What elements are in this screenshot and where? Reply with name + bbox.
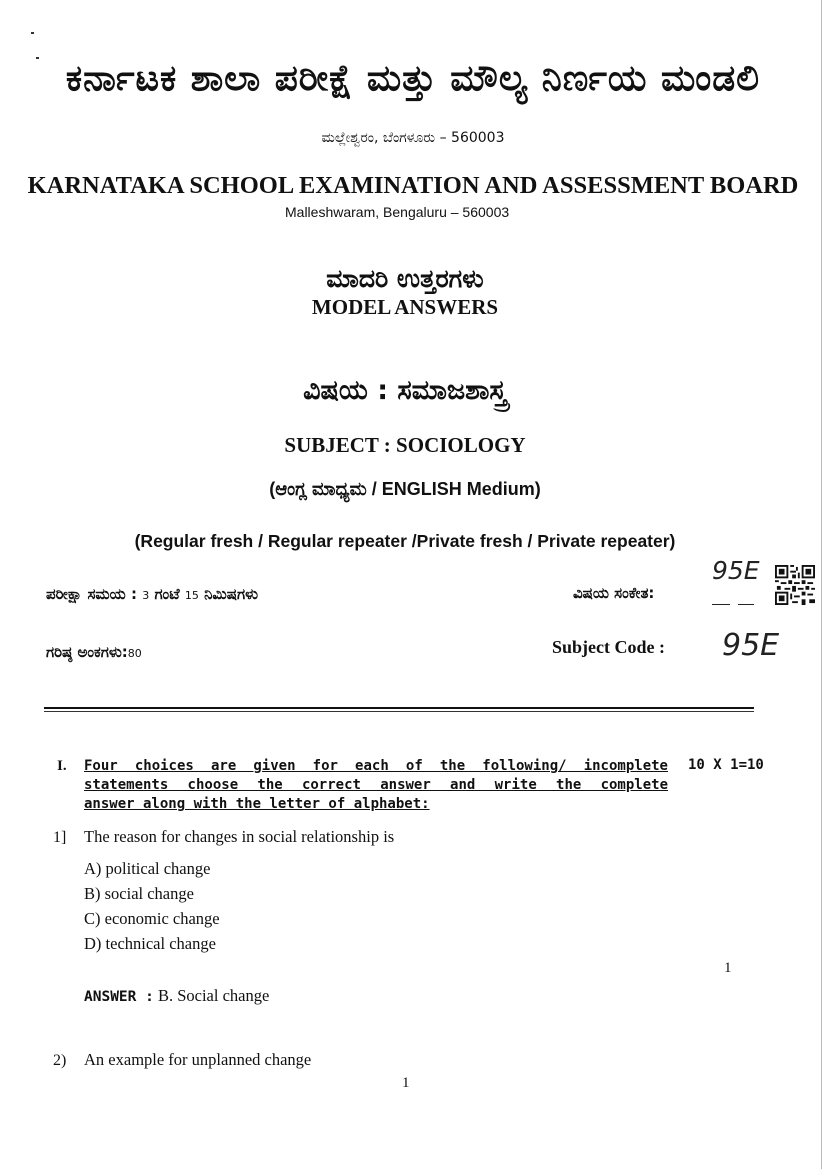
scan-speck <box>31 32 34 34</box>
marks-scheme: 10 X 1=10 <box>688 757 764 773</box>
handwritten-subject-code: 95E <box>722 628 780 663</box>
subject-code-label-english: Subject Code : <box>552 637 665 657</box>
subject-english: SUBJECT : SOCIOLOGY <box>284 433 526 457</box>
board-name-kannada: ಕರ್ನಾಟಕ ಶಾಲಾ ಪರೀಕ್ಷೆ ಮತ್ತು ಮೌಲ್ಯ ನಿರ್ಣಯ ಮಂಡಲಿ <box>65 58 761 99</box>
answer-label: ANSWER : <box>84 989 154 1005</box>
answer-text: B. Social change <box>157 986 270 1005</box>
board-name-english: KARNATAKA SCHOOL EXAMINATION AND ASSESSMENT BOARD <box>27 172 799 199</box>
exam-time-minutes-label: ನಿಮಿಷಗಳು <box>204 585 259 603</box>
handwritten-subject-code: 95E <box>712 556 760 585</box>
page-number: 1 <box>402 1075 410 1091</box>
model-answers-english: MODEL ANSWERS <box>311 295 499 319</box>
option-d: D) technical change <box>84 934 216 953</box>
max-marks-value: 80 <box>127 647 142 660</box>
question-text: An example for unplanned change <box>84 1050 312 1069</box>
answer <box>84 986 269 1006</box>
board-address-kannada: ಮಲ್ಲೇಶ್ವರಂ, ಬೆಂಗಳೂರು – 560003 <box>321 130 505 146</box>
qr-code-icon <box>775 564 815 606</box>
divider <box>44 711 754 712</box>
divider <box>44 707 754 709</box>
exam-time-hours: 3 <box>142 589 150 602</box>
instruction-line: answer along with the letter of alphabet: <box>84 796 430 812</box>
board-address-english: Malleshwaram, Bengaluru – 560003 <box>285 204 510 220</box>
option-b: B) social change <box>84 884 194 903</box>
underline-dash <box>712 604 730 605</box>
candidate-types: (Regular fresh / Regular repeater /Private fresh / Private repeater) <box>134 531 676 551</box>
max-marks-label: ಗರಿಷ್ಠ ಅಂಕಗಳು: <box>46 643 128 661</box>
option-a: A) political change <box>84 859 211 878</box>
exam-time-hours-label: ಗಂಟೆ <box>154 585 180 603</box>
exam-time <box>46 585 258 603</box>
subject-kannada: ವಿಷಯ : ಸಮಾಜಶಾಸ್ತ್ರ <box>303 375 507 406</box>
underline-dash <box>738 604 754 605</box>
question-number: 2) <box>53 1052 67 1069</box>
section-number: I. <box>57 758 67 774</box>
question-number: 1] <box>53 829 67 846</box>
section-instructions <box>84 757 668 814</box>
subject-code-label-kannada: ವಿಷಯ ಸಂಕೇತ: <box>573 584 655 602</box>
question-marks: 1 <box>724 960 732 976</box>
medium-line: (ಆಂಗ್ಲ ಮಾಧ್ಯಮ / ENGLISH Medium) <box>269 479 541 499</box>
exam-time-label: ಪರೀಕ್ಷಾ ಸಮಯ : <box>46 585 137 603</box>
question-text: The reason for changes in social relationship is <box>84 827 395 846</box>
exam-time-minutes: 15 <box>184 589 199 602</box>
instruction-line: statements choose the correct answer and write the complete <box>84 777 668 793</box>
option-c: C) economic change <box>84 909 220 928</box>
max-marks <box>46 643 142 661</box>
model-answers-kannada: ಮಾದರಿ ಉತ್ತರಗಳು <box>326 264 484 293</box>
instruction-line: Four choices are given for each of the following/ incomplete <box>84 758 668 774</box>
